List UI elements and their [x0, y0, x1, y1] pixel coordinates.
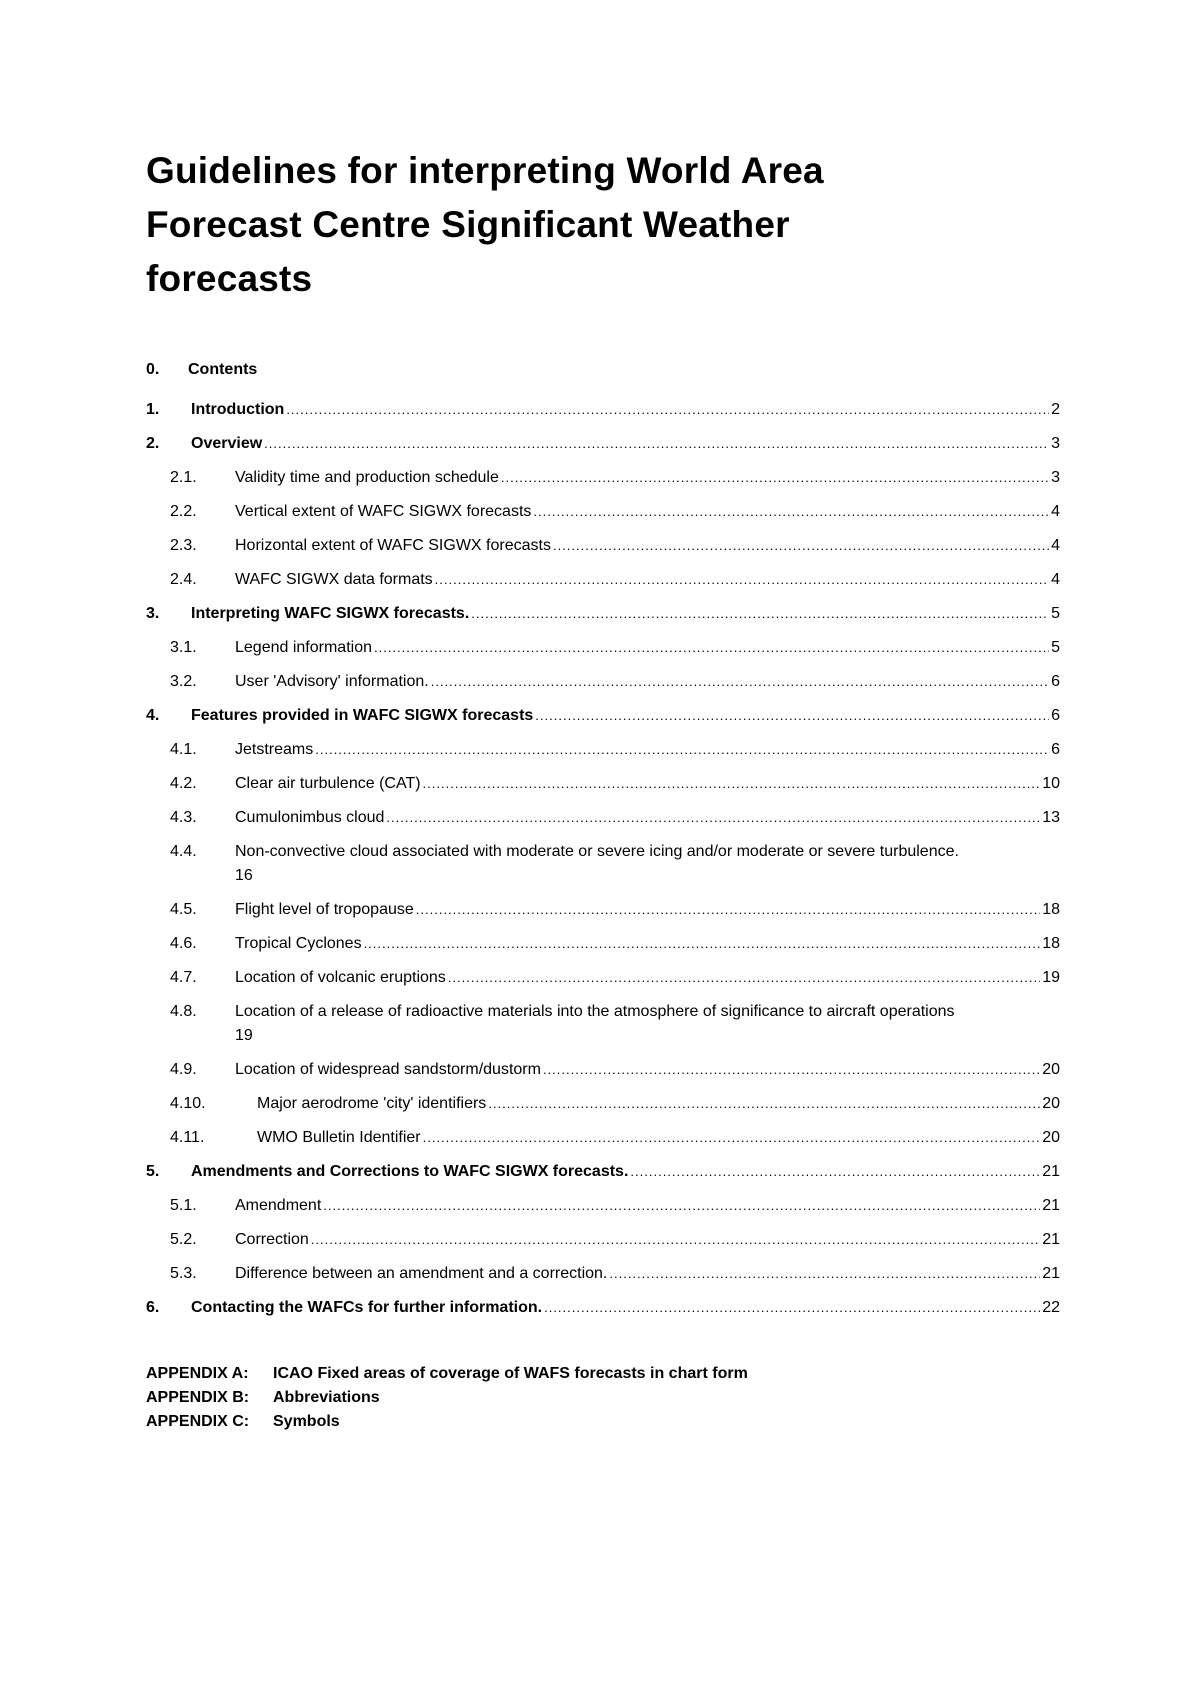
toc-entry-introduction[interactable] [146, 398, 1060, 422]
toc-entry-page: 5 [1051, 639, 1060, 656]
toc-leader-dots [609, 1262, 1040, 1286]
toc-leader-dots [423, 772, 1041, 796]
toc-entry-title: Validity time and production schedule [235, 469, 499, 486]
toc-entry-page: 21 [1042, 1231, 1060, 1248]
toc-leader-dots [311, 1228, 1040, 1252]
toc-entry-radioactive-release[interactable] [146, 1000, 1060, 1048]
toc-entry-title: Clear air turbulence (CAT) [235, 775, 421, 792]
toc-entry-page: 6 [1051, 673, 1060, 690]
appendix-label: APPENDIX C: [146, 1413, 250, 1430]
toc-leader-dots [630, 1160, 1040, 1184]
toc-entry-interpreting[interactable] [146, 602, 1060, 626]
toc-entry-page: 19 [235, 1027, 253, 1044]
toc-entry-sandstorm[interactable] [146, 1058, 1060, 1082]
toc-leader-dots [374, 636, 1049, 660]
toc-entry-title: User 'Advisory' information. [235, 673, 429, 690]
toc-entry-overview[interactable] [146, 432, 1060, 456]
toc-entry-number: 4.7. [170, 969, 197, 986]
toc-entry-tropopause[interactable] [146, 898, 1060, 922]
toc-entry-page: 20 [1042, 1061, 1060, 1078]
toc-entry-number: 2.1. [170, 469, 197, 486]
toc-leader-dots [488, 1092, 1040, 1116]
appendix-title: Symbols [273, 1413, 340, 1430]
toc-entry-number: 2.4. [170, 571, 197, 588]
toc-entry-page: 2 [1051, 401, 1060, 418]
toc-entry-number: 5.1. [170, 1197, 197, 1214]
document-title: Guidelines for interpreting World Area Forecast Centre Significant Weather forecasts [146, 150, 824, 299]
toc-leader-dots [386, 806, 1040, 830]
appendix-list [146, 1362, 748, 1434]
toc-entry-page: 21 [1042, 1197, 1060, 1214]
toc-entry-jetstreams[interactable] [146, 738, 1060, 762]
toc-entry-title: Horizontal extent of WAFC SIGWX forecasts [235, 537, 551, 554]
toc-entry-title: Tropical Cyclones [235, 935, 362, 952]
appendix-b [146, 1386, 748, 1410]
toc-entry-number: 4.9. [170, 1061, 197, 1078]
toc-entry-amendments-corrections[interactable] [146, 1160, 1060, 1184]
toc-entry-title: Location of widespread sandstorm/dustorm [235, 1061, 541, 1078]
toc-entry-number: 2. [146, 435, 160, 452]
toc-leader-dots [501, 466, 1049, 490]
toc-entry-number: 2.2. [170, 503, 197, 520]
toc-entry-cumulonimbus[interactable] [146, 806, 1060, 830]
toc-entry-number: 4.3. [170, 809, 197, 826]
toc-entry-number: 4.10. [170, 1095, 206, 1112]
toc-leader-dots [364, 932, 1041, 956]
appendix-title: Abbreviations [273, 1389, 380, 1406]
toc-entry-page: 13 [1042, 809, 1060, 826]
toc-entry-title: Location of volcanic eruptions [235, 969, 446, 986]
contents-label: Contents [188, 361, 258, 378]
toc-leader-dots [533, 500, 1049, 524]
toc-entry-number: 4.8. [170, 1003, 197, 1020]
toc-leader-dots [471, 602, 1049, 626]
toc-entry-vertical-extent[interactable] [146, 500, 1060, 524]
toc-entry-title: Amendments and Corrections to WAFC SIGWX forecasts. [191, 1163, 629, 1180]
toc-entry-page: 4 [1051, 503, 1060, 520]
toc-entry-number: 4.6. [170, 935, 197, 952]
toc-leader-dots [323, 1194, 1040, 1218]
toc-entry-title: Flight level of tropopause [235, 901, 414, 918]
appendix-c [146, 1410, 748, 1434]
toc-entry-page: 6 [1051, 741, 1060, 758]
toc-leader-dots [553, 534, 1049, 558]
toc-entry-page: 16 [235, 867, 253, 884]
toc-entry-amendment[interactable] [146, 1194, 1060, 1218]
toc-entry-page: 3 [1051, 435, 1060, 452]
toc-entry-title: Non-convective cloud associated with moderate or severe icing and/or moderate or severe turbulence. [235, 843, 959, 860]
toc-entry-number: 6. [146, 1299, 160, 1316]
toc-leader-dots [423, 1126, 1041, 1150]
toc-entry-page: 18 [1042, 901, 1060, 918]
appendix-label: APPENDIX B: [146, 1389, 250, 1406]
toc-entry-page: 21 [1042, 1265, 1060, 1282]
toc-entry-number: 3.1. [170, 639, 197, 656]
toc-entry-title: Major aerodrome 'city' identifiers [257, 1095, 487, 1112]
toc-entry-number: 5.2. [170, 1231, 197, 1248]
toc-entry-number: 3.2. [170, 673, 197, 690]
toc-entry-number: 4.5. [170, 901, 197, 918]
toc-entry-amendment-vs-correction[interactable] [146, 1262, 1060, 1286]
toc-entry-features[interactable] [146, 704, 1060, 728]
toc-leader-dots [543, 1058, 1040, 1082]
toc-entry-page: 19 [1042, 969, 1060, 986]
toc-entry-title: Correction [235, 1231, 309, 1248]
toc-entry-title: Vertical extent of WAFC SIGWX forecasts [235, 503, 532, 520]
toc-entry-title: Interpreting WAFC SIGWX forecasts. [191, 605, 470, 622]
toc-entry-wmo-bulletin[interactable] [146, 1126, 1060, 1150]
toc-entry-title: Amendment [235, 1197, 322, 1214]
toc-entry-number: 4.2. [170, 775, 197, 792]
toc-entry-page: 6 [1051, 707, 1060, 724]
toc-entry-page: 20 [1042, 1129, 1060, 1146]
toc-entry-title: Cumulonimbus cloud [235, 809, 385, 826]
toc-entry-volcanic-eruptions[interactable] [146, 966, 1060, 990]
toc-leader-dots [431, 670, 1049, 694]
toc-entry-page: 5 [1051, 605, 1060, 622]
toc-entry-page: 20 [1042, 1095, 1060, 1112]
toc-entry-non-convective-cloud[interactable] [146, 840, 1060, 888]
toc-entry-page: 18 [1042, 935, 1060, 952]
toc-entry-clear-air-turbulence[interactable] [146, 772, 1060, 796]
toc-entry-title: WAFC SIGWX data formats [235, 571, 433, 588]
toc-entry-title: Location of a release of radioactive materials into the atmosphere of significance to aircraft operations [235, 1003, 955, 1020]
toc-entry-number: 2.3. [170, 537, 197, 554]
toc-entry-number: 1. [146, 401, 160, 418]
toc-leader-dots [535, 704, 1049, 728]
toc-entry-legend-information[interactable] [146, 636, 1060, 660]
toc-entry-page: 22 [1042, 1299, 1060, 1316]
toc-entry-number: 4.1. [170, 741, 197, 758]
toc-entry-user-advisory[interactable] [146, 670, 1060, 694]
appendix-a [146, 1362, 748, 1386]
toc-entry-horizontal-extent[interactable] [146, 534, 1060, 558]
toc-entry-number: 4. [146, 707, 160, 724]
toc-entry-correction[interactable] [146, 1228, 1060, 1252]
contents-heading [146, 359, 257, 381]
toc-leader-dots [286, 398, 1049, 422]
toc-entry-title: Difference between an amendment and a correction. [235, 1265, 608, 1282]
toc-entry-title: WMO Bulletin Identifier [257, 1129, 421, 1146]
toc-entry-data-formats[interactable] [146, 568, 1060, 592]
toc-leader-dots [264, 432, 1049, 456]
toc-entry-number: 5.3. [170, 1265, 197, 1282]
table-of-contents [146, 398, 1060, 1330]
toc-leader-dots [544, 1296, 1040, 1320]
toc-entry-title: Overview [191, 435, 263, 452]
toc-entry-number: 4.4. [170, 843, 197, 860]
toc-entry-title: Legend information [235, 639, 372, 656]
toc-entry-page: 3 [1051, 469, 1060, 486]
toc-entry-number: 5. [146, 1163, 160, 1180]
toc-leader-dots [315, 738, 1049, 762]
toc-entry-page: 10 [1042, 775, 1060, 792]
toc-leader-dots [435, 568, 1049, 592]
toc-entry-title: Introduction [191, 401, 285, 418]
toc-entry-page: 21 [1042, 1163, 1060, 1180]
toc-entry-tropical-cyclones[interactable] [146, 932, 1060, 956]
appendix-title: ICAO Fixed areas of coverage of WAFS forecasts in chart form [273, 1365, 748, 1382]
toc-entry-number: 3. [146, 605, 160, 622]
toc-entry-contacting-wafcs[interactable] [146, 1296, 1060, 1320]
toc-leader-dots [448, 966, 1040, 990]
toc-leader-dots [416, 898, 1040, 922]
toc-entry-page: 4 [1051, 571, 1060, 588]
appendix-label: APPENDIX A: [146, 1365, 249, 1382]
toc-entry-title: Contacting the WAFCs for further information. [191, 1299, 543, 1316]
toc-entry-number: 4.11. [170, 1129, 205, 1146]
contents-number: 0. [146, 361, 160, 378]
toc-entry-page: 4 [1051, 537, 1060, 554]
toc-entry-title: Features provided in WAFC SIGWX forecasts [191, 707, 534, 724]
toc-entry-title: Jetstreams [235, 741, 314, 758]
toc-entry-validity-time[interactable] [146, 466, 1060, 490]
toc-entry-aerodrome-identifiers[interactable] [146, 1092, 1060, 1116]
